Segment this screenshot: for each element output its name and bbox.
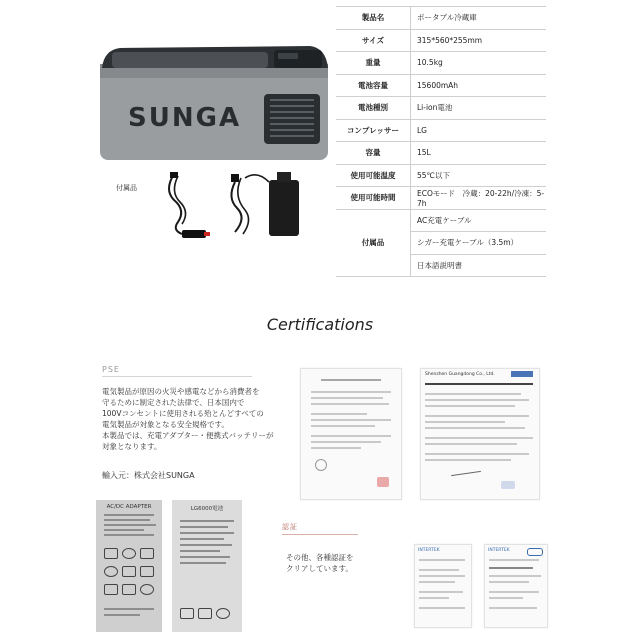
logo-icon: [511, 371, 533, 377]
spec-value: 15600mAh: [411, 74, 547, 97]
certification-mark-icon: [140, 548, 154, 559]
certifications-title: Certifications: [266, 315, 374, 334]
stamp-icon: [501, 481, 515, 489]
spec-value: 10.5kg: [411, 52, 547, 75]
spec-key: サイズ: [336, 29, 411, 52]
certificate-document-2: [420, 368, 540, 500]
certification-mark-icon: [140, 566, 154, 577]
certification-mark-icon: [122, 566, 136, 577]
spec-row: [336, 209, 546, 277]
spec-value: LG: [411, 119, 547, 142]
pse-line: 100Vコンセントに使用される殆とんどすべての: [102, 409, 264, 418]
doc-header: Shenzhen Guangdong Co., Ltd.: [425, 372, 495, 377]
pse-heading: PSE: [102, 365, 120, 374]
spec-row: [336, 74, 546, 97]
certification-mark-icon: [140, 584, 154, 595]
spec-row: [336, 142, 546, 165]
spec-value: 315*560*255mm: [411, 29, 547, 52]
spec-value: 15L: [411, 142, 547, 165]
certification-mark-icon: [122, 584, 136, 595]
pse-line: 本製品では、充電アダプター・便携式バッテリーが: [102, 431, 274, 440]
spec-value-list: [411, 209, 547, 277]
spec-value: シガー充電ケーブル（3.5m）: [411, 232, 546, 255]
logo-icon: [527, 548, 543, 556]
certification-mark-icon: [122, 548, 136, 559]
spec-value: Li-ion電池: [411, 97, 547, 120]
spec-key: 製品名: [336, 7, 411, 30]
pse-description: [102, 386, 286, 452]
certification-mark-icon: [198, 608, 212, 619]
importer-text: 輸入元：株式会社SUNGA: [102, 471, 195, 480]
certificate-document-3: [414, 544, 472, 628]
accessories-caption: 付属品: [116, 184, 137, 192]
pse-line: 電気製品が原因の火災や感電などから消費者を: [102, 387, 260, 396]
divider: [282, 534, 358, 535]
spec-key: コンプレッサー: [336, 119, 411, 142]
portable-fridge-image: [98, 34, 330, 162]
pse-line: 電気製品が対象となる安全規格です。: [102, 420, 229, 429]
spec-row: [336, 119, 546, 142]
pse-line: 守るために制定された法律で、日本国内で: [102, 398, 245, 407]
spec-row: [336, 29, 546, 52]
other-cert-line: その他、各種認証を: [286, 553, 354, 562]
adapter-label-photo: [96, 500, 162, 632]
spec-key: 重量: [336, 52, 411, 75]
spec-value: ポータブル冷蔵庫: [411, 7, 547, 30]
spec-key: 電池容量: [336, 74, 411, 97]
spec-key: 使用可能時間: [336, 187, 411, 210]
ac-charging-cable-image: [225, 168, 305, 242]
certification-mark-icon: [104, 584, 118, 595]
spec-value: ECOモード 冷蔵：20-22h/冷凍：5-7h: [411, 187, 547, 210]
certification-mark-icon: [104, 566, 118, 577]
spec-value: AC充電ケーブル: [411, 210, 546, 233]
stamp-icon: [377, 477, 389, 487]
spec-value: 日本語説明書: [417, 260, 462, 270]
pse-panel: [98, 362, 286, 490]
brand-logo: SUNGA: [128, 103, 242, 133]
spec-key: 使用可能温度: [336, 164, 411, 187]
adapter-label-title: AC/DC ADAPTER: [106, 504, 152, 510]
other-cert-heading: 認証: [282, 523, 298, 531]
other-cert-line: クリアしています。: [286, 564, 353, 573]
battery-label-title: LG6000電池: [190, 506, 224, 512]
divider: [102, 376, 252, 377]
certificate-document-4: [484, 544, 548, 628]
spec-key: 容量: [336, 142, 411, 165]
other-cert-description: [286, 552, 354, 574]
seal-icon: [315, 459, 327, 471]
pse-line: 対象となります。: [102, 442, 162, 451]
spec-row: [336, 187, 546, 210]
spec-value: 55℃以下: [411, 164, 547, 187]
spec-table: [336, 6, 546, 277]
signature-icon: [451, 471, 481, 476]
doc-header: INTERTEK: [418, 548, 440, 553]
certification-mark-icon: [216, 608, 230, 619]
spec-key: 付属品: [336, 209, 411, 277]
cigarette-charging-cable-image: [160, 170, 220, 242]
certification-mark-icon: [104, 548, 118, 559]
certificate-document-1: [300, 368, 402, 500]
spec-row: [336, 164, 546, 187]
spec-row: [336, 52, 546, 75]
spec-row: [336, 97, 546, 120]
certification-mark-icon: [180, 608, 194, 619]
spec-row: [336, 7, 546, 30]
spec-key: 電池種別: [336, 97, 411, 120]
battery-label-photo: [172, 500, 242, 632]
doc-header: INTERTEK: [488, 548, 510, 553]
